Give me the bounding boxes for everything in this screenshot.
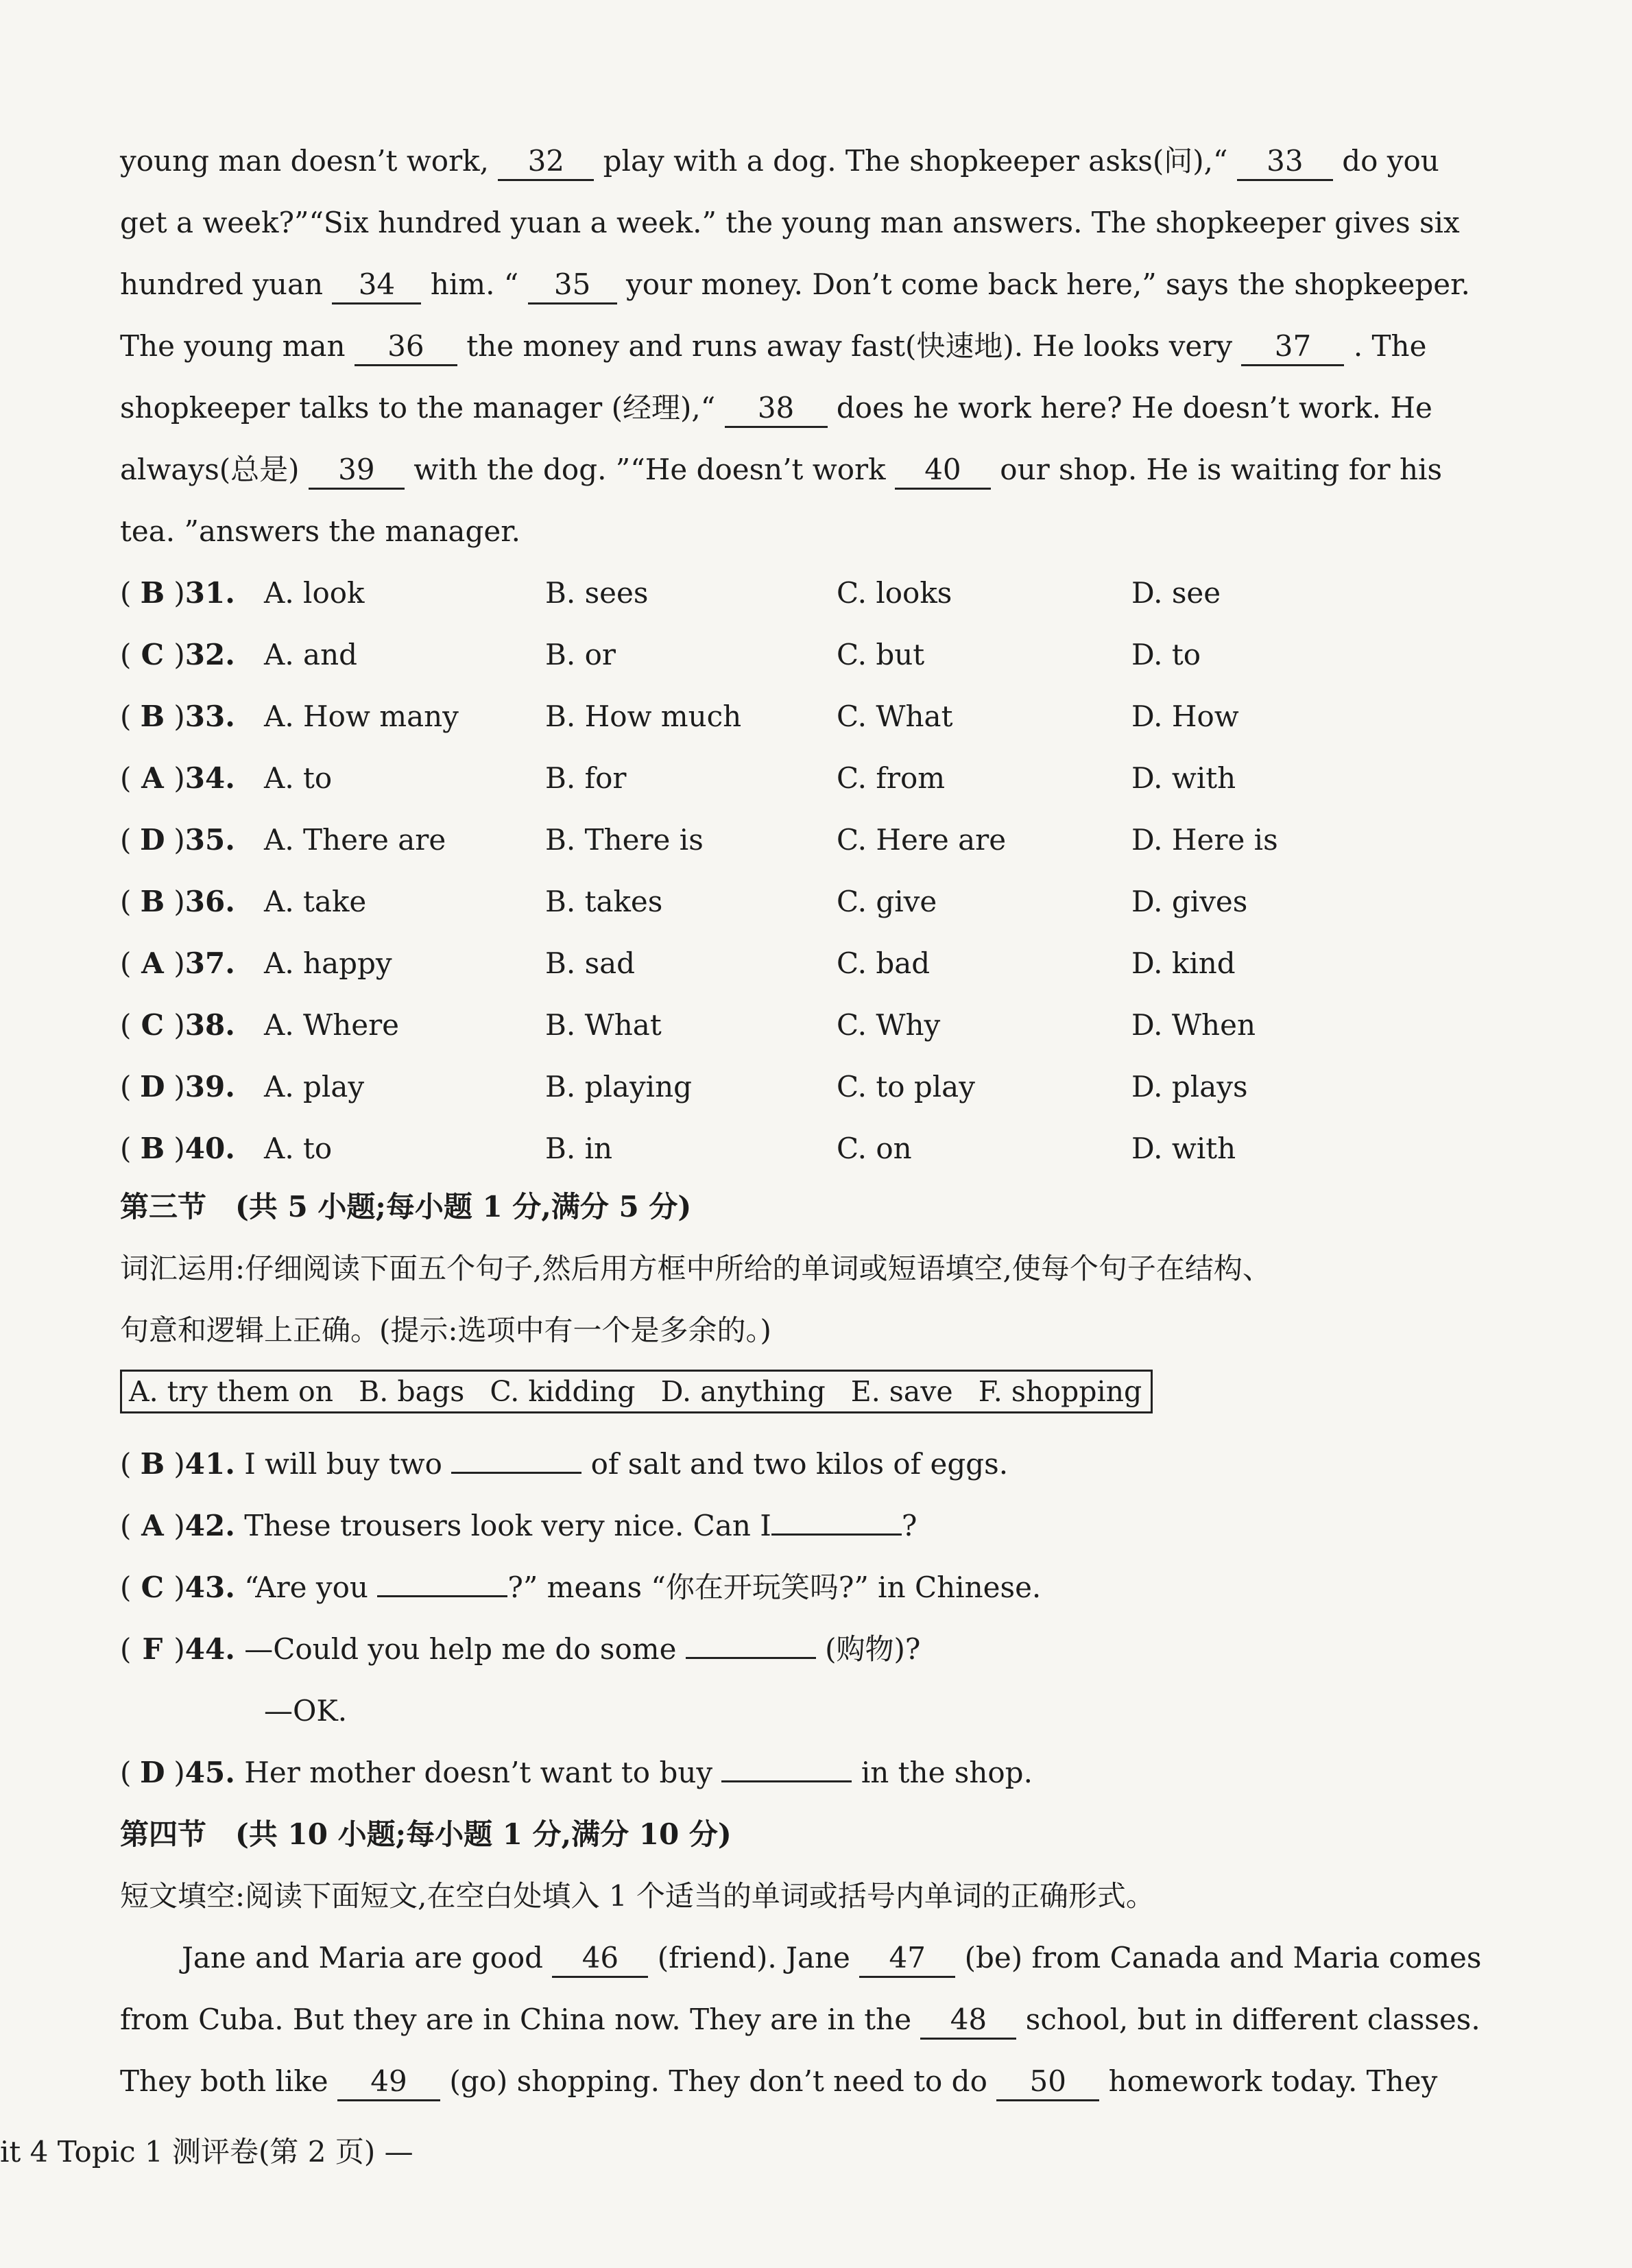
paren: )	[173, 1756, 185, 1789]
mcq-option-d: D. kind	[1131, 946, 1236, 980]
paren: (	[120, 1756, 132, 1789]
answer: B	[140, 1132, 165, 1165]
text: get a week?”“Six hundred yuan a week.” the young man answers. The shopkeeper gives six	[120, 206, 1460, 239]
mcq-option-b: B. for	[545, 761, 627, 795]
text: of salt and two kilos of eggs.	[590, 1447, 1009, 1481]
text: They both like	[120, 2064, 328, 2098]
mcq-row-34-answer	[120, 758, 235, 799]
mcq-option-b: B. sad	[545, 946, 636, 980]
blank-47: 47	[859, 1940, 955, 1978]
mcq-option-d: D. with	[1131, 1132, 1236, 1165]
section3-title: 第三节 (共 5 小题;每小题 1 分,满分 5 分)	[120, 1190, 692, 1223]
blank-50: 50	[996, 2064, 1099, 2101]
text: him. “	[430, 267, 519, 301]
mcq-option-b: B. There is	[545, 823, 704, 857]
paren: (	[120, 700, 132, 733]
text: ?” means “你在开玩笑吗?” in Chinese.	[507, 1571, 1042, 1604]
paren: )	[173, 885, 185, 918]
blank	[686, 1657, 816, 1659]
mcq-option-a: A. Where	[264, 1008, 400, 1042]
mcq-option-d: D. When	[1131, 1008, 1256, 1042]
text: young man doesn’t work,	[120, 144, 489, 178]
section4-title: 第四节 (共 10 小题;每小题 1 分,满分 10 分)	[120, 1817, 732, 1851]
text: your money. Don’t come back here,” says the shopkeeper.	[626, 267, 1470, 301]
section4-line-1	[120, 1937, 1481, 1979]
paren: )	[173, 576, 185, 610]
paren: (	[120, 946, 132, 980]
answer: A	[141, 1509, 164, 1542]
blank-38: 38	[725, 390, 828, 428]
mcq-option-c: C. What	[837, 700, 953, 733]
answer: B	[140, 885, 165, 918]
blank	[451, 1472, 581, 1474]
answer: F	[142, 1632, 163, 1666]
paren: )	[173, 1447, 185, 1481]
question-number: 38.	[184, 1008, 235, 1042]
paren: )	[173, 700, 185, 733]
text: with the dog. ”“He doesn’t work	[413, 453, 886, 486]
text: These trousers look very nice. Can I	[244, 1509, 771, 1542]
text: from Cuba. But they are in China now. They are in the	[120, 2003, 912, 2036]
mcq-option-a: A. play	[264, 1070, 365, 1103]
mcq-option-a: A. to	[264, 1132, 333, 1165]
section3-instruction-2: 句意和逻辑上正确。(提示:选项中有一个是多余的。)	[120, 1313, 771, 1347]
paren: )	[173, 946, 185, 980]
passage-line-2	[120, 202, 1460, 243]
question-number: 40.	[184, 1132, 235, 1165]
text: (be) from Canada and Maria comes	[964, 1941, 1482, 1974]
blank-37: 37	[1241, 329, 1344, 366]
mcq-option-c: C. on	[837, 1132, 912, 1165]
paren: (	[120, 1632, 132, 1666]
question-number: 35.	[184, 823, 235, 857]
word-bank-box	[120, 1370, 1153, 1413]
mcq-option-b: B. in	[545, 1132, 613, 1165]
blank-40: 40	[895, 452, 991, 490]
mcq-row-40-answer	[120, 1128, 235, 1169]
mcq-option-c: C. Why	[837, 1008, 941, 1042]
blank-34: 34	[332, 267, 421, 305]
text: in the shop.	[861, 1756, 1033, 1789]
mcq-row-38-answer	[120, 1005, 235, 1046]
paren: (	[120, 1132, 132, 1165]
text: always(总是)	[120, 453, 300, 486]
paren: )	[173, 1070, 185, 1103]
question-number: 43.	[184, 1571, 235, 1604]
text: school, but in different classes.	[1025, 2003, 1480, 2036]
paren: (	[120, 761, 132, 795]
passage-line-1	[120, 141, 1439, 182]
vocab-item-42	[120, 1505, 917, 1547]
mcq-option-b: B. takes	[545, 885, 663, 918]
mcq-option-a: A. How many	[264, 700, 459, 733]
vocab-item-43	[120, 1567, 1041, 1608]
question-number: 34.	[184, 761, 235, 795]
mcq-option-c: C. to play	[837, 1070, 975, 1103]
question-number: 36.	[184, 885, 235, 918]
mcq-option-b: B. or	[545, 638, 616, 671]
text: do you	[1342, 144, 1439, 178]
answer: A	[141, 761, 164, 795]
paren: )	[173, 1509, 185, 1542]
answer: C	[141, 1008, 165, 1042]
mcq-option-a: A. to	[264, 761, 333, 795]
text: I will buy two	[244, 1447, 442, 1481]
blank-49: 49	[337, 2064, 440, 2101]
mcq-option-c: C. Here are	[837, 823, 1007, 857]
text: . The	[1353, 329, 1427, 363]
text: The young man	[120, 329, 346, 363]
mcq-option-a: A. happy	[264, 946, 392, 980]
vocab-item-44-reply: —OK.	[264, 1694, 348, 1728]
question-number: 33.	[184, 700, 235, 733]
mcq-option-c: C. give	[837, 885, 937, 918]
vocab-item-41	[120, 1444, 1008, 1485]
mcq-row-33-answer	[120, 696, 235, 737]
question-number: 32.	[184, 638, 235, 671]
answer: D	[140, 823, 165, 857]
mcq-row-32-answer	[120, 634, 235, 676]
paren: (	[120, 1070, 132, 1103]
mcq-row-37-answer	[120, 943, 235, 984]
mcq-option-a: A. take	[264, 885, 367, 918]
word-bank-option: E. save	[850, 1375, 953, 1408]
paren: )	[173, 761, 185, 795]
page-footer: it 4 Topic 1 测评卷(第 2 页) —	[0, 2135, 413, 2169]
mcq-option-d: D. plays	[1131, 1070, 1248, 1103]
text: homework today. They	[1108, 2064, 1438, 2098]
word-bank-option: A. try them on	[129, 1375, 334, 1408]
paren: (	[120, 1447, 132, 1481]
text: does he work here? He doesn’t work. He	[836, 391, 1432, 425]
vocab-item-45	[120, 1752, 1033, 1793]
text: the money and runs away fast(快速地). He looks very	[466, 329, 1233, 363]
mcq-row-36-answer	[120, 881, 235, 922]
word-bank-option: F. shopping	[978, 1375, 1142, 1408]
passage-line-4	[120, 326, 1426, 367]
paren: (	[120, 1571, 132, 1604]
question-number: 37.	[184, 946, 235, 980]
answer: B	[140, 576, 165, 610]
paren: (	[120, 885, 132, 918]
vocab-item-44	[120, 1629, 920, 1670]
passage-line-3	[120, 264, 1470, 305]
mcq-option-c: C. bad	[837, 946, 931, 980]
answer: B	[140, 700, 165, 733]
mcq-option-a: A. There are	[264, 823, 446, 857]
mcq-row-31-answer	[120, 573, 235, 614]
mcq-row-39-answer	[120, 1066, 235, 1108]
passage-line-6	[120, 449, 1442, 490]
question-number: 39.	[184, 1070, 235, 1103]
section4-line-3	[120, 2061, 1437, 2102]
text: Her mother doesn’t want to buy	[244, 1756, 713, 1789]
mcq-option-b: B. How much	[545, 700, 742, 733]
mcq-option-a: A. look	[264, 576, 365, 610]
mcq-option-b: B. What	[545, 1008, 662, 1042]
text: ?	[901, 1509, 917, 1542]
word-bank-option: D. anything	[660, 1375, 826, 1408]
blank	[721, 1780, 852, 1782]
mcq-option-d: D. to	[1131, 638, 1201, 671]
question-number: 44.	[184, 1632, 235, 1666]
blank-48: 48	[920, 2002, 1016, 2040]
answer: C	[141, 1571, 165, 1604]
text: play with a dog. The shopkeeper asks(问),“	[603, 144, 1228, 178]
mcq-option-a: A. and	[264, 638, 358, 671]
paren: (	[120, 823, 132, 857]
mcq-option-b: B. sees	[545, 576, 649, 610]
paren: )	[173, 638, 185, 671]
answer: B	[140, 1447, 165, 1481]
text: (friend). Jane	[657, 1941, 850, 1974]
text: —Could you help me do some	[244, 1632, 677, 1666]
text: Jane and Maria are good	[182, 1941, 544, 1974]
passage-line-7	[120, 511, 520, 552]
mcq-option-c: C. from	[837, 761, 946, 795]
blank-46: 46	[552, 1940, 648, 1978]
text: “Are you	[244, 1571, 368, 1604]
mcq-option-d: D. see	[1131, 576, 1221, 610]
mcq-row-35-answer	[120, 820, 235, 861]
word-bank-option: B. bags	[359, 1375, 465, 1408]
word-bank-option: C. kidding	[490, 1375, 636, 1408]
mcq-option-d: D. How	[1131, 700, 1239, 733]
blank-35: 35	[528, 267, 617, 305]
paren: (	[120, 638, 132, 671]
text: shopkeeper talks to the manager (经理),“	[120, 391, 716, 425]
paren: )	[173, 823, 185, 857]
question-number: 42.	[184, 1509, 235, 1542]
blank-39: 39	[309, 452, 405, 490]
blank	[771, 1533, 902, 1536]
answer: C	[141, 638, 165, 671]
paren: )	[173, 1632, 185, 1666]
answer: D	[140, 1070, 165, 1103]
question-number: 41.	[184, 1447, 235, 1481]
paren: (	[120, 1008, 132, 1042]
paren: (	[120, 576, 132, 610]
mcq-option-d: D. Here is	[1131, 823, 1278, 857]
mcq-option-d: D. gives	[1131, 885, 1248, 918]
text: tea. ”answers the manager.	[120, 514, 521, 548]
answer: D	[140, 1756, 165, 1789]
text: (购物)?	[825, 1632, 921, 1666]
text: our shop. He is waiting for his	[1000, 453, 1443, 486]
paren: )	[173, 1008, 185, 1042]
blank-36: 36	[355, 329, 457, 366]
question-number: 31.	[184, 576, 235, 610]
section4-instruction: 短文填空:阅读下面短文,在空白处填入 1 个适当的单词或括号内单词的正确形式。	[120, 1879, 1155, 1913]
mcq-option-c: C. but	[837, 638, 925, 671]
blank-32: 32	[498, 143, 594, 181]
passage-line-5	[120, 387, 1432, 429]
paren: (	[120, 1509, 132, 1542]
blank	[377, 1595, 507, 1597]
blank-33: 33	[1237, 143, 1333, 181]
section4-line-2	[120, 1999, 1480, 2040]
mcq-option-d: D. with	[1131, 761, 1236, 795]
question-number: 45.	[184, 1756, 235, 1789]
section3-instruction-1: 词汇运用:仔细阅读下面五个句子,然后用方框中所给的单词或短语填空,使每个句子在结构、	[120, 1252, 1271, 1285]
paren: )	[173, 1132, 185, 1165]
text: hundred yuan	[120, 267, 324, 301]
answer: A	[141, 946, 164, 980]
mcq-option-c: C. looks	[837, 576, 952, 610]
text: (go) shopping. They don’t need to do	[449, 2064, 987, 2098]
paren: )	[173, 1571, 185, 1604]
mcq-option-b: B. playing	[545, 1070, 693, 1103]
